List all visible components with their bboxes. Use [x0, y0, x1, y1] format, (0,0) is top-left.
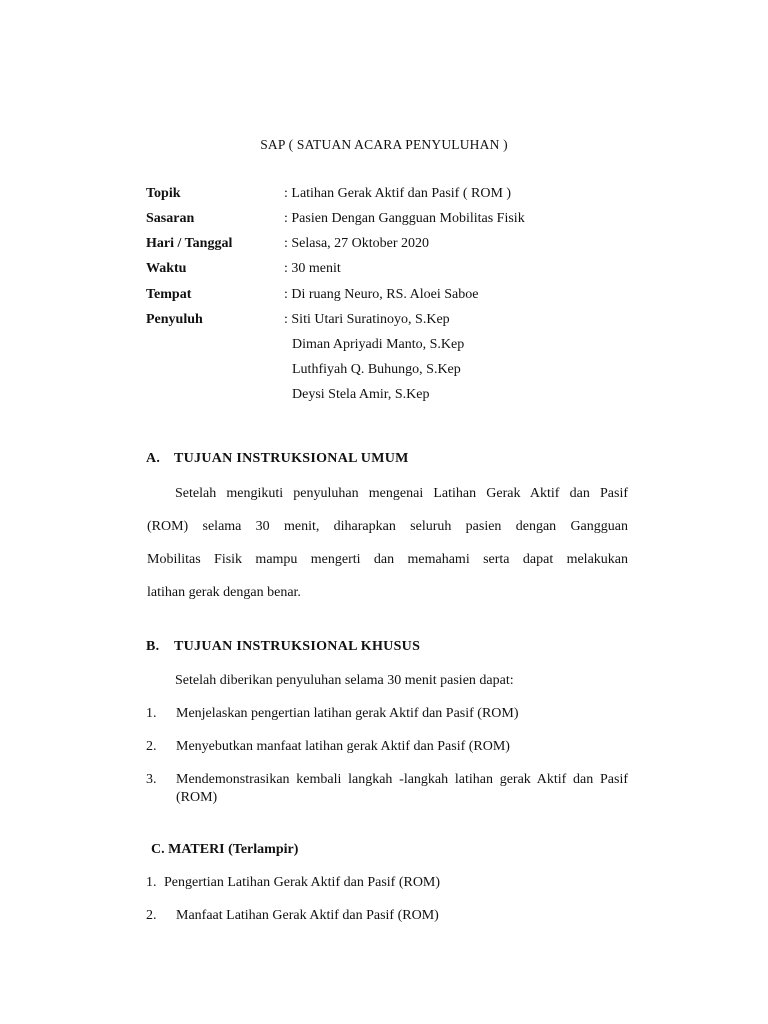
- section-b-intro: Setelah diberikan penyuluhan selama 30 menit pasien dapat:: [175, 673, 514, 688]
- section-a-marker: A.: [146, 451, 161, 466]
- list-item-number: 2.: [146, 908, 157, 923]
- list-item-number: 2.: [146, 739, 157, 754]
- sasaran-label: Sasaran: [146, 211, 195, 226]
- document-title: SAP ( SATUAN ACARA PENYULUHAN ): [260, 137, 508, 152]
- section-b-heading: [146, 639, 420, 656]
- penyuluh-value-1: : Siti Utari Suratinoyo, S.Kep: [284, 312, 450, 327]
- section-c-heading: C. MATERI (Terlampir): [151, 842, 299, 857]
- penyuluh-label: Penyuluh: [146, 312, 203, 327]
- list-item-text: Menyebutkan manfaat latihan gerak Aktif dan Pasif (ROM): [176, 739, 510, 754]
- list-item: [146, 875, 440, 892]
- list-item-number: 1.: [146, 706, 157, 721]
- waktu-value: : 30 menit: [284, 261, 341, 276]
- list-item-text: Menjelaskan pengertian latihan gerak Aktif dan Pasif (ROM): [176, 706, 519, 721]
- penyuluh-value-3: Luthfiyah Q. Buhungo, S.Kep: [292, 362, 461, 377]
- paragraph-line: Setelah mengikuti penyuluhan mengenai Latihan Gerak Aktif dan Pasif: [175, 486, 628, 501]
- list-item-text: Pengertian Latihan Gerak Aktif dan Pasif (ROM): [164, 875, 441, 890]
- list-item-text: Manfaat Latihan Gerak Aktif dan Pasif (ROM): [176, 908, 439, 923]
- list-item-text-continued: (ROM): [176, 790, 218, 805]
- list-item-number: 1.: [146, 875, 157, 890]
- tempat-value: : Di ruang Neuro, RS. Aloei Saboe: [284, 287, 479, 302]
- list-item-text: Mendemonstrasikan kembali langkah -langkah latihan gerak Aktif dan Pasif: [176, 772, 628, 787]
- sasaran-value: : Pasien Dengan Gangguan Mobilitas Fisik: [284, 211, 525, 226]
- section-b-marker: B.: [146, 639, 160, 654]
- topik-label: Topik: [146, 186, 181, 201]
- hari-value: : Selasa, 27 Oktober 2020: [284, 236, 430, 251]
- topik-value: : Latihan Gerak Aktif dan Pasif ( ROM ): [284, 186, 512, 201]
- section-b-title: TUJUAN INSTRUKSIONAL KHUSUS: [174, 639, 421, 654]
- paragraph-line: latihan gerak dengan benar.: [147, 585, 301, 600]
- list-item: [146, 772, 628, 808]
- penyuluh-value-4: Deysi Stela Amir, S.Kep: [292, 387, 430, 402]
- paragraph-line: (ROM) selama 30 menit, diharapkan seluruh pasien dengan Gangguan: [147, 519, 628, 534]
- paragraph-line: Mobilitas Fisik mampu mengerti dan memahami serta dapat melakukan: [147, 552, 628, 567]
- section-a-heading: [146, 451, 409, 468]
- penyuluh-value-2: Diman Apriyadi Manto, S.Kep: [292, 337, 465, 352]
- hari-label: Hari / Tanggal: [146, 236, 233, 251]
- waktu-label: Waktu: [146, 261, 187, 276]
- tempat-label: Tempat: [146, 287, 192, 302]
- list-item-number: 3.: [146, 772, 157, 787]
- section-a-title: TUJUAN INSTRUKSIONAL UMUM: [174, 451, 409, 466]
